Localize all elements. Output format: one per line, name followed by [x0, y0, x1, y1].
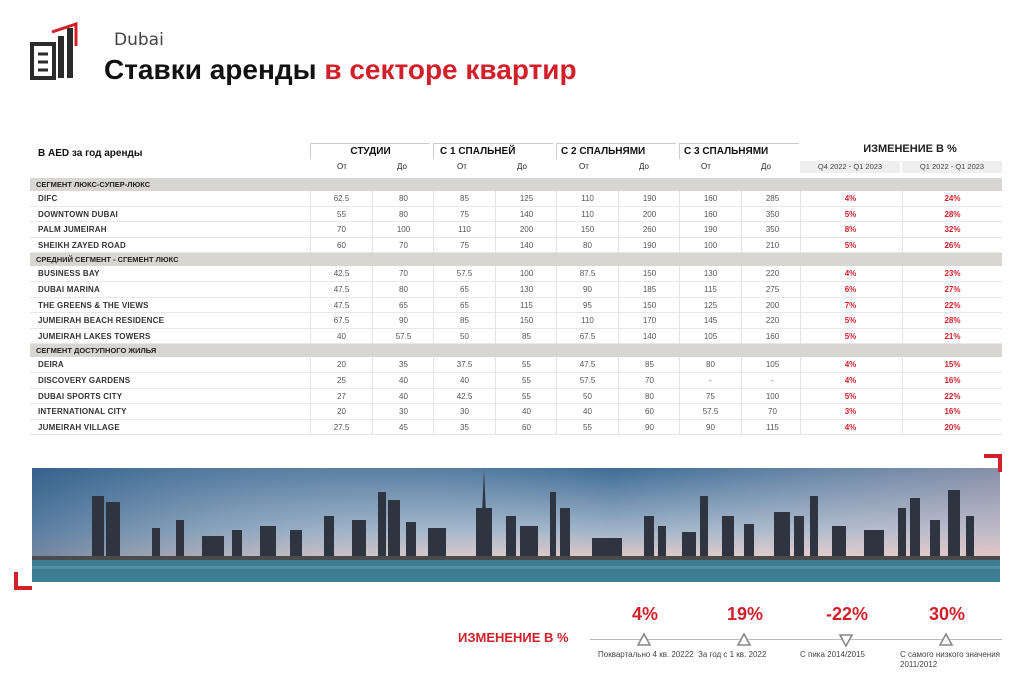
table-row — [30, 357, 1002, 373]
rent-value-cell: 90 — [556, 282, 618, 297]
rent-value-cell: 57.5 — [679, 404, 741, 419]
rent-value-cell: 80 — [556, 238, 618, 253]
change-quarterly-cell: 7% — [800, 298, 900, 313]
rent-value-cell: 170 — [618, 313, 680, 328]
rent-value-cell: 80 — [372, 282, 434, 297]
rent-value-cell: 20 — [310, 404, 372, 419]
rent-value-cell: 90 — [372, 313, 434, 328]
building-logo-icon — [24, 22, 84, 82]
rent-value-cell: 140 — [495, 238, 557, 253]
rent-value-cell: 50 — [433, 329, 495, 344]
district-name: DUBAI MARINA — [38, 284, 100, 294]
rent-value-cell: 70 — [372, 266, 434, 281]
stat-value: 30% — [928, 604, 966, 624]
rent-value-cell: 42.5 — [433, 389, 495, 404]
rent-value-cell: 57.5 — [556, 373, 618, 388]
rent-value-cell: 275 — [741, 282, 803, 297]
rent-value-cell: 140 — [618, 329, 680, 344]
rent-value-cell: 65 — [433, 298, 495, 313]
rent-value-cell: 105 — [741, 357, 803, 372]
change-quarterly-cell: 5% — [800, 329, 900, 344]
rent-value-cell: 55 — [495, 373, 557, 388]
stat-value: 19% — [726, 604, 764, 624]
rent-value-cell: 115 — [495, 298, 557, 313]
stat-desc: Поквартально 4 кв. 20222 — [598, 650, 694, 659]
district-name: JUMEIRAH BEACH RESIDENCE — [38, 316, 165, 326]
rent-value-cell: 110 — [556, 191, 618, 206]
rent-value-cell: 160 — [679, 191, 741, 206]
rent-value-cell: 150 — [618, 266, 680, 281]
table-row — [30, 313, 1002, 329]
rent-value-cell: 200 — [618, 207, 680, 222]
triangle-up-marker-icon — [636, 632, 652, 648]
rent-value-cell: - — [679, 373, 741, 388]
triangle-up-marker-icon — [736, 632, 752, 648]
rent-value-cell: 190 — [618, 191, 680, 206]
change-yearly-cell: 32% — [902, 222, 1002, 237]
stat-value: -22% — [825, 604, 869, 624]
district-name: DOWNTOWN DUBAI — [38, 209, 118, 219]
title-accent: в секторе квартир — [324, 54, 577, 85]
table-row — [30, 329, 1002, 345]
change-yearly-cell: 15% — [902, 357, 1002, 372]
rent-value-cell: 200 — [495, 222, 557, 237]
rent-value-cell: 100 — [679, 238, 741, 253]
rent-value-cell: - — [741, 373, 803, 388]
table-row — [30, 373, 1002, 389]
sub-from: От — [579, 162, 589, 171]
period-quarterly: Q4 2022 - Q1 2023 — [800, 161, 900, 173]
rent-value-cell: 70 — [310, 222, 372, 237]
table-row — [30, 222, 1002, 238]
table-header — [30, 140, 1002, 178]
rent-value-cell: 47.5 — [310, 298, 372, 313]
rent-value-cell: 80 — [618, 389, 680, 404]
sub-to: До — [397, 162, 407, 171]
change-quarterly-cell: 3% — [800, 404, 900, 419]
rent-value-cell: 57.5 — [433, 266, 495, 281]
rent-value-cell: 27 — [310, 389, 372, 404]
section-header: СРЕДНИЙ СЕГМЕНТ - СГЕМЕНТ ЛЮКС — [30, 253, 1002, 266]
stat-from-peak — [792, 604, 902, 659]
rent-value-cell: 90 — [618, 420, 680, 435]
rent-value-cell: 35 — [372, 357, 434, 372]
change-quarterly-cell: 4% — [800, 191, 900, 206]
sub-from: От — [701, 162, 711, 171]
rent-value-cell: 40 — [372, 389, 434, 404]
rent-value-cell: 62.5 — [310, 191, 372, 206]
rent-value-cell: 67.5 — [310, 313, 372, 328]
rent-value-cell: 40 — [495, 404, 557, 419]
table-row — [30, 420, 1002, 436]
rent-value-cell: 190 — [679, 222, 741, 237]
change-quarterly-cell: 5% — [800, 207, 900, 222]
group-header-1br: С 1 СПАЛЬНЕЙ — [433, 143, 553, 159]
change-yearly-cell: 22% — [902, 298, 1002, 313]
district-name: JUMEIRAH VILLAGE — [38, 422, 120, 432]
summary-label: ИЗМЕНЕНИЕ В % — [458, 630, 569, 645]
district-name: SHEIKH ZAYED ROAD — [38, 240, 127, 250]
change-yearly-cell: 24% — [902, 191, 1002, 206]
rent-value-cell: 75 — [433, 238, 495, 253]
rent-value-cell: 70 — [372, 238, 434, 253]
change-yearly-cell: 16% — [902, 404, 1002, 419]
change-quarterly-cell: 8% — [800, 222, 900, 237]
stat-desc: За год с 1 кв. 2022 — [698, 650, 767, 659]
district-name: INTERNATIONAL CITY — [38, 407, 127, 417]
table-row — [30, 191, 1002, 207]
rent-value-cell: 115 — [679, 282, 741, 297]
rent-value-cell: 95 — [556, 298, 618, 313]
rent-value-cell: 85 — [433, 191, 495, 206]
rent-value-cell: 57.5 — [372, 329, 434, 344]
rent-value-cell: 140 — [495, 207, 557, 222]
rent-value-cell: 37.5 — [433, 357, 495, 372]
rent-value-cell: 45 — [372, 420, 434, 435]
table-row — [30, 266, 1002, 282]
change-quarterly-cell: 5% — [800, 238, 900, 253]
change-quarterly-cell: 5% — [800, 389, 900, 404]
section-header: СЕГМЕНТ ЛЮКС-СУПЕР-ЛЮКС — [30, 178, 1002, 191]
rent-value-cell: 85 — [618, 357, 680, 372]
rent-value-cell: 150 — [618, 298, 680, 313]
rent-value-cell: 125 — [495, 191, 557, 206]
rent-value-cell: 60 — [310, 238, 372, 253]
rent-value-cell: 85 — [433, 313, 495, 328]
rent-value-cell: 55 — [495, 389, 557, 404]
rent-value-cell: 150 — [556, 222, 618, 237]
rent-value-cell: 20 — [310, 357, 372, 372]
rent-value-cell: 200 — [741, 298, 803, 313]
rent-value-cell: 145 — [679, 313, 741, 328]
rent-value-cell: 210 — [741, 238, 803, 253]
rent-value-cell: 85 — [495, 329, 557, 344]
group-header-2br: С 2 СПАЛЬНЯМИ — [556, 143, 676, 159]
district-name: JUMEIRAH LAKES TOWERS — [38, 331, 151, 341]
triangle-up-marker-icon — [938, 632, 954, 648]
rent-value-cell: 65 — [372, 298, 434, 313]
rent-value-cell: 80 — [372, 207, 434, 222]
change-quarterly-cell: 4% — [800, 266, 900, 281]
title-main: Ставки аренды — [104, 54, 317, 85]
unit-label: В AED за год аренды — [38, 148, 143, 159]
change-yearly-cell: 27% — [902, 282, 1002, 297]
rent-value-cell: 150 — [495, 313, 557, 328]
district-name: DISCOVERY GARDENS — [38, 375, 131, 385]
rent-value-cell: 100 — [372, 222, 434, 237]
district-name: PALM JUMEIRAH — [38, 225, 107, 235]
rent-value-cell: 100 — [741, 389, 803, 404]
corner-accent-bottom-left — [14, 572, 32, 590]
change-quarterly-cell: 4% — [800, 373, 900, 388]
group-header-studio: СТУДИИ — [310, 143, 430, 159]
rent-value-cell: 220 — [741, 266, 803, 281]
rent-value-cell: 350 — [741, 222, 803, 237]
rent-value-cell: 185 — [618, 282, 680, 297]
rent-value-cell: 160 — [741, 329, 803, 344]
corner-accent-top-right — [984, 454, 1002, 472]
change-yearly-cell: 23% — [902, 266, 1002, 281]
stat-value: 4% — [631, 604, 658, 624]
change-yearly-cell: 22% — [902, 389, 1002, 404]
rent-value-cell: 40 — [372, 373, 434, 388]
district-name: THE GREENS & THE VIEWS — [38, 300, 149, 310]
table-row — [30, 238, 1002, 254]
rent-value-cell: 130 — [679, 266, 741, 281]
rent-value-cell: 350 — [741, 207, 803, 222]
change-yearly-cell: 20% — [902, 420, 1002, 435]
change-quarterly-cell: 4% — [800, 357, 900, 372]
rent-value-cell: 260 — [618, 222, 680, 237]
rent-value-cell: 55 — [495, 357, 557, 372]
rent-value-cell: 47.5 — [556, 357, 618, 372]
rent-value-cell: 220 — [741, 313, 803, 328]
rent-value-cell: 115 — [741, 420, 803, 435]
section-header: СЕГМЕНТ ДОСТУПНОГО ЖИЛЬЯ — [30, 344, 1002, 357]
table-row — [30, 207, 1002, 223]
rent-value-cell: 75 — [433, 207, 495, 222]
rent-value-cell: 125 — [679, 298, 741, 313]
stat-desc: С самого низкого значения 2011/2012 — [900, 650, 1001, 669]
change-quarterly-cell: 6% — [800, 282, 900, 297]
change-quarterly-cell: 4% — [800, 420, 900, 435]
stat-from-low — [892, 604, 1002, 669]
change-yearly-cell: 28% — [902, 207, 1002, 222]
triangle-down-marker-icon — [838, 632, 854, 648]
rent-value-cell: 160 — [679, 207, 741, 222]
change-yearly-cell: 28% — [902, 313, 1002, 328]
rent-value-cell: 50 — [556, 389, 618, 404]
table-body — [30, 178, 1002, 435]
rent-value-cell: 25 — [310, 373, 372, 388]
table-row — [30, 389, 1002, 405]
rent-value-cell: 47.5 — [310, 282, 372, 297]
rent-value-cell: 190 — [618, 238, 680, 253]
rent-value-cell: 90 — [679, 420, 741, 435]
sub-from: От — [457, 162, 467, 171]
sub-to: До — [517, 162, 527, 171]
rent-value-cell: 80 — [679, 357, 741, 372]
sub-from: От — [337, 162, 347, 171]
district-name: DIFC — [38, 194, 58, 203]
district-name: DEIRA — [38, 360, 64, 370]
change-quarterly-cell: 5% — [800, 313, 900, 328]
rent-value-cell: 30 — [372, 404, 434, 419]
district-name: DUBAI SPORTS CITY — [38, 391, 123, 401]
dubai-skyline-image — [32, 468, 1000, 582]
rent-value-cell: 55 — [556, 420, 618, 435]
rent-value-cell: 70 — [741, 404, 803, 419]
stat-yearly — [690, 604, 800, 659]
table-row — [30, 404, 1002, 420]
rent-value-cell: 55 — [310, 207, 372, 222]
group-header-3br: С 3 СПАЛЬНЯМИ — [679, 143, 799, 159]
period-yearly: Q1 2022 - Q1 2023 — [902, 161, 1002, 173]
rent-value-cell: 110 — [556, 207, 618, 222]
stat-quarterly — [590, 604, 700, 659]
rent-value-cell: 70 — [618, 373, 680, 388]
rent-value-cell: 35 — [433, 420, 495, 435]
rent-value-cell: 27.5 — [310, 420, 372, 435]
rent-value-cell: 40 — [433, 373, 495, 388]
table-row — [30, 282, 1002, 298]
rent-value-cell: 285 — [741, 191, 803, 206]
rent-value-cell: 30 — [433, 404, 495, 419]
rent-value-cell: 130 — [495, 282, 557, 297]
rent-value-cell: 75 — [679, 389, 741, 404]
table-row — [30, 298, 1002, 314]
rent-value-cell: 80 — [372, 191, 434, 206]
rent-value-cell: 87.5 — [556, 266, 618, 281]
change-yearly-cell: 21% — [902, 329, 1002, 344]
rent-value-cell: 110 — [556, 313, 618, 328]
sub-to: До — [639, 162, 649, 171]
change-yearly-cell: 16% — [902, 373, 1002, 388]
rent-value-cell: 110 — [433, 222, 495, 237]
rent-value-cell: 67.5 — [556, 329, 618, 344]
page-title — [104, 54, 577, 86]
change-yearly-cell: 26% — [902, 238, 1002, 253]
district-name: BUSINESS BAY — [38, 269, 100, 279]
rent-value-cell: 40 — [310, 329, 372, 344]
sub-to: До — [761, 162, 771, 171]
rent-value-cell: 65 — [433, 282, 495, 297]
rent-value-cell: 42.5 — [310, 266, 372, 281]
rent-value-cell: 60 — [495, 420, 557, 435]
change-header: ИЗМЕНЕНИЕ В % — [863, 143, 957, 155]
city-label: Dubai — [114, 30, 164, 50]
rent-value-cell: 60 — [618, 404, 680, 419]
rent-value-cell: 105 — [679, 329, 741, 344]
rent-value-cell: 100 — [495, 266, 557, 281]
stat-desc: С пика 2014/2015 — [800, 650, 865, 659]
rent-rates-table — [30, 140, 1002, 435]
rent-value-cell: 40 — [556, 404, 618, 419]
